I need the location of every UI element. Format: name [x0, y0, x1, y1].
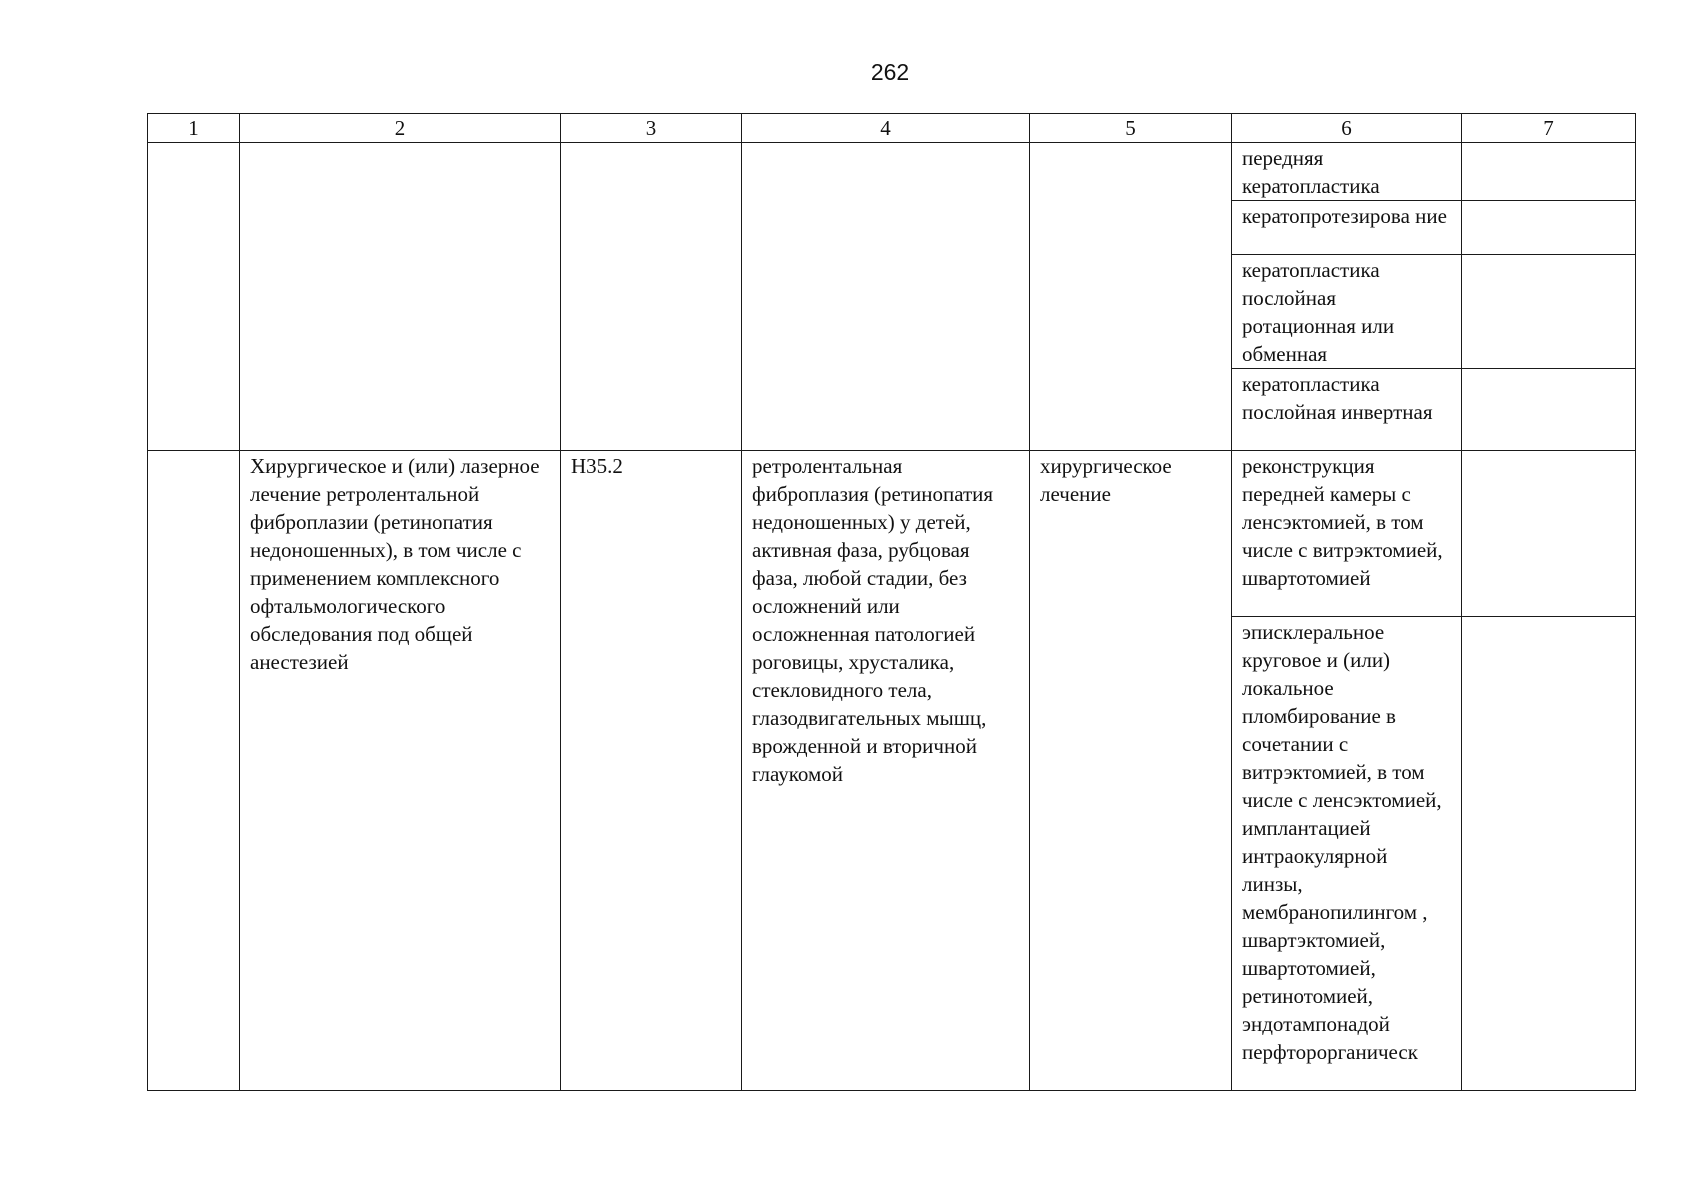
- column-header-7: 7: [1462, 114, 1636, 143]
- column-header-3: 3: [561, 114, 742, 143]
- treatment-method-cell: кератопластика послойная ротационная или обменная: [1232, 255, 1462, 369]
- column-header-4: 4: [742, 114, 1030, 143]
- row-number-cell: [148, 143, 240, 451]
- care-type-cell: [240, 143, 561, 451]
- cost-cell: [1462, 143, 1636, 201]
- treatment-type-cell: [1030, 143, 1232, 451]
- cost-cell: [1462, 451, 1636, 617]
- patient-model-cell: [742, 143, 1030, 451]
- column-header-6: 6: [1232, 114, 1462, 143]
- row-number-cell: [148, 451, 240, 1091]
- column-header-2: 2: [240, 114, 561, 143]
- cost-cell: [1462, 201, 1636, 255]
- cost-cell: [1462, 255, 1636, 369]
- care-type-cell: Хирургическое и (или) лазерное лечение ретролентальной фиброплазии (ретинопатия недоношенных), в том числе с применением комплексного офтальмологического обследования под общей анестезией: [240, 451, 561, 1091]
- table-row: [148, 451, 1636, 617]
- treatment-type-cell: хирургическое лечение: [1030, 451, 1232, 1091]
- column-header-5: 5: [1030, 114, 1232, 143]
- treatment-method-cell: кератопластика послойная инвертная: [1232, 369, 1462, 451]
- treatment-method-cell: кератопротезирова ние: [1232, 201, 1462, 255]
- patient-model-cell: ретролентальная фиброплазия (ретинопатия недоношенных) у детей, активная фаза, рубцовая фаза, любой стадии, без осложнений или осложненная патологией роговицы, хрусталика, стекловидного тела, глазодвигательных мышц, врожденной и вторичной глаукомой: [742, 451, 1030, 1091]
- cost-cell: [1462, 617, 1636, 1091]
- medical-services-table: [147, 113, 1636, 1091]
- treatment-method-cell: реконструкция передней камеры с ленсэктомией, в том числе с витрэктомией, швартотомией: [1232, 451, 1462, 617]
- icd-code-cell: [561, 143, 742, 451]
- column-header-1: 1: [148, 114, 240, 143]
- page-number: 262: [870, 59, 910, 85]
- table-row: [148, 143, 1636, 201]
- column-number-row: [148, 114, 1636, 143]
- cost-cell: [1462, 369, 1636, 451]
- icd-code-cell: H35.2: [561, 451, 742, 1091]
- treatment-method-cell: эписклеральное круговое и (или) локальное пломбирование в сочетании с витрэктомией, в том числе с ленсэктомией, имплантацией интраокулярной линзы, мембранопилингом , швартэктомией, швартотомией, ретинотомией, эндотампонадой перфторорганическ: [1232, 617, 1462, 1091]
- treatment-method-cell: передняя кератопластика: [1232, 143, 1462, 201]
